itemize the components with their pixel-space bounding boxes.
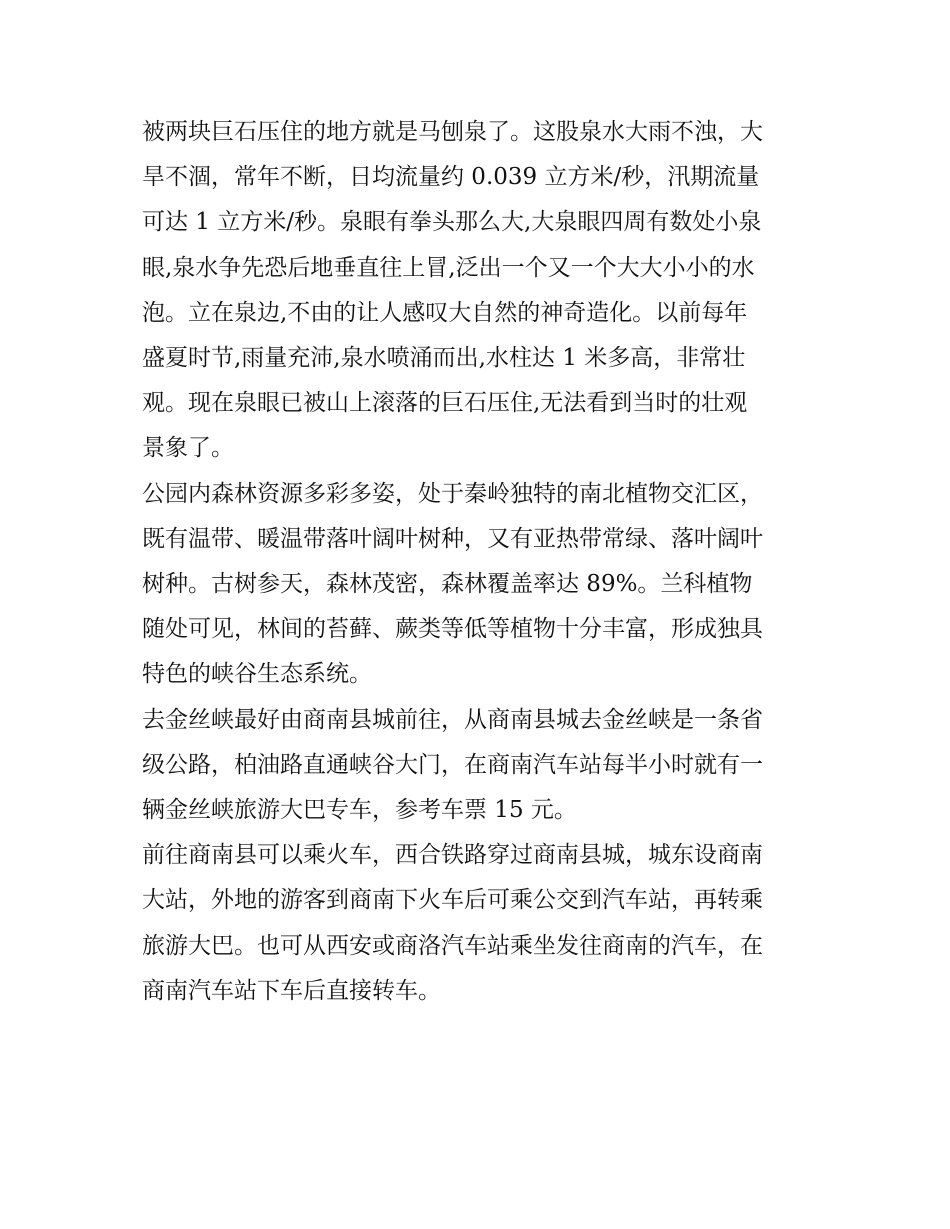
text-line: 公园内森林资源多彩多姿，处于秦岭独特的南北植物交汇区， <box>142 480 763 507</box>
paragraph-mapao-spring <box>142 110 818 472</box>
text-line: 商南汽车站下车后直接转车。 <box>142 977 441 1004</box>
text-line: 特色的峡谷生态系统。 <box>142 661 372 688</box>
text-line: 辆金丝峡旅游大巴专车，参考车票 15 元。 <box>142 797 577 824</box>
text-line: 泡。立在泉边,不由的让人感叹大自然的神奇造化。以前每年 <box>142 299 748 326</box>
text-line: 去金丝峡最好由商南县城前往，从商南县城去金丝峡是一条省 <box>142 706 763 733</box>
text-line: 盛夏时节,雨量充沛,泉水喷涌而出,水柱达 1 米多高，非常壮 <box>142 345 746 372</box>
text-line: 前往商南县可以乘火车，西合铁路穿过商南县城，城东设商南 <box>142 842 763 869</box>
text-line: 既有温带、暖温带落叶阔叶树种，又有亚热带常绿、落叶阔叶 <box>142 525 763 552</box>
text-line: 级公路，柏油路直通峡谷大门，在商南汽车站每半小时就有一 <box>142 751 763 778</box>
document-body <box>142 110 818 1014</box>
text-line: 大站，外地的游客到商南下火车后可乘公交到汽车站，再转乘 <box>142 887 763 914</box>
paragraph-route-by-bus <box>142 698 818 834</box>
paragraph-forest-resources <box>142 472 818 698</box>
text-line: 眼,泉水争先恐后地垂直往上冒,泛出一个又一个大大小小的水 <box>142 254 755 281</box>
text-line: 旅游大巴。也可从西安或商洛汽车站乘坐发往商南的汽车，在 <box>142 932 763 959</box>
text-line: 树种。古树参天，森林茂密，森林覆盖率达 89%。兰科植物 <box>142 571 753 598</box>
text-line: 旱不涸，常年不断，日均流量约 0.039 立方米/秒，汛期流量 <box>142 164 760 191</box>
text-line: 随处可见，林间的苔藓、蕨类等低等植物十分丰富，形成独具 <box>142 616 763 643</box>
text-line: 景象了。 <box>142 435 234 462</box>
text-line: 被两块巨石压住的地方就是马刨泉了。这股泉水大雨不浊，大 <box>142 119 763 145</box>
text-line: 观。现在泉眼已被山上滚落的巨石压住,无法看到当时的壮观 <box>142 390 748 417</box>
paragraph-route-by-train <box>142 833 818 1014</box>
text-line: 可达 1 立方米/秒。泉眼有拳头那么大,大泉眼四周有数处小泉 <box>142 209 762 236</box>
